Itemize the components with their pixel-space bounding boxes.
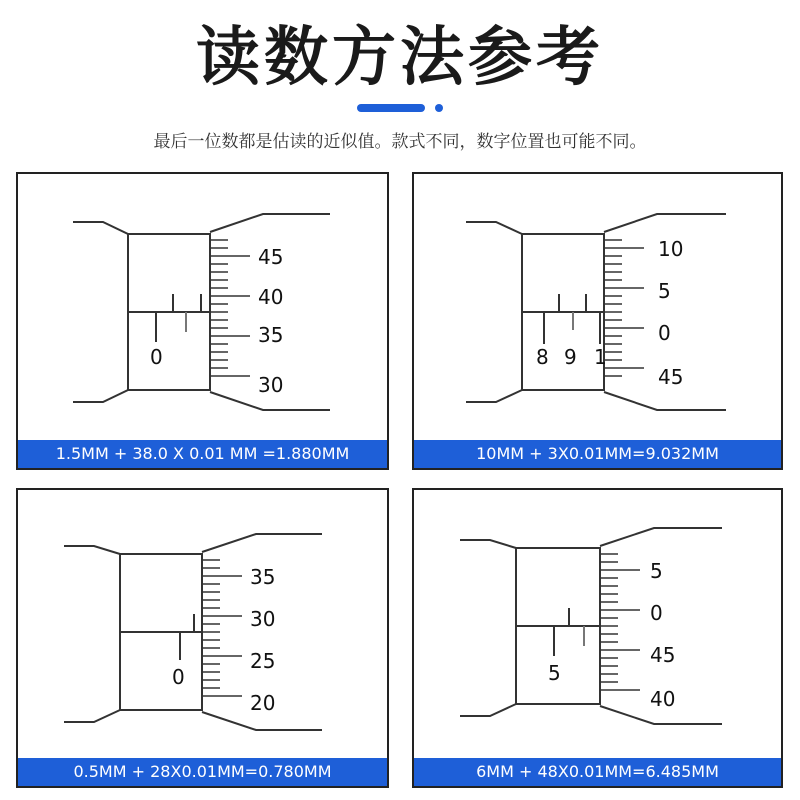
thimble-label: 30	[258, 373, 284, 397]
page-title: 读数方法参考	[196, 21, 604, 95]
reading-formula-caption: 0.5MM + 28X0.01MM=0.780MM	[18, 758, 387, 786]
thimble-label: 30	[250, 607, 276, 631]
micrometer-diagram-2	[414, 174, 781, 440]
thimble-label: 45	[258, 245, 284, 269]
reading-example-panel-2	[412, 172, 783, 470]
reading-example-panel-1	[16, 172, 389, 470]
title-underline-bar	[357, 104, 425, 112]
thimble-label: 0	[650, 601, 663, 625]
sleeve-label: 0	[150, 345, 163, 369]
thimble-label: 45	[650, 643, 676, 667]
thimble-label: 0	[658, 321, 671, 345]
thimble-label: 35	[250, 565, 276, 589]
thimble-label: 40	[650, 687, 676, 711]
micrometer-diagram-1	[18, 174, 387, 440]
page-subtitle: 最后一位数都是估读的近似值。款式不同，数字位置也可能不同。	[153, 132, 647, 152]
thimble-label: 35	[258, 323, 284, 347]
thimble-label: 10	[658, 237, 684, 261]
sleeve-label: 5	[548, 661, 561, 685]
reading-example-panel-4	[412, 488, 783, 788]
thimble-label: 25	[250, 649, 276, 673]
sleeve-label: 9	[564, 345, 577, 369]
reading-formula-caption: 1.5MM + 38.0 X 0.01 MM =1.880MM	[18, 440, 387, 468]
reading-formula-caption: 6MM + 48X0.01MM=6.485MM	[414, 758, 781, 786]
micrometer-diagram-3	[18, 490, 387, 758]
reading-example-panel-3	[16, 488, 389, 788]
thimble-label: 40	[258, 285, 284, 309]
reading-formula-caption: 10MM + 3X0.01MM=9.032MM	[414, 440, 781, 468]
micrometer-diagram-4	[414, 490, 781, 758]
thimble-label: 20	[250, 691, 276, 715]
thimble-label: 45	[658, 365, 684, 389]
title-underline-dot	[435, 104, 443, 112]
sleeve-label: 0	[172, 665, 185, 689]
thimble-label: 5	[658, 279, 671, 303]
sleeve-label: 8	[536, 345, 549, 369]
thimble-label: 5	[650, 559, 663, 583]
sleeve-label: 1	[594, 345, 607, 369]
